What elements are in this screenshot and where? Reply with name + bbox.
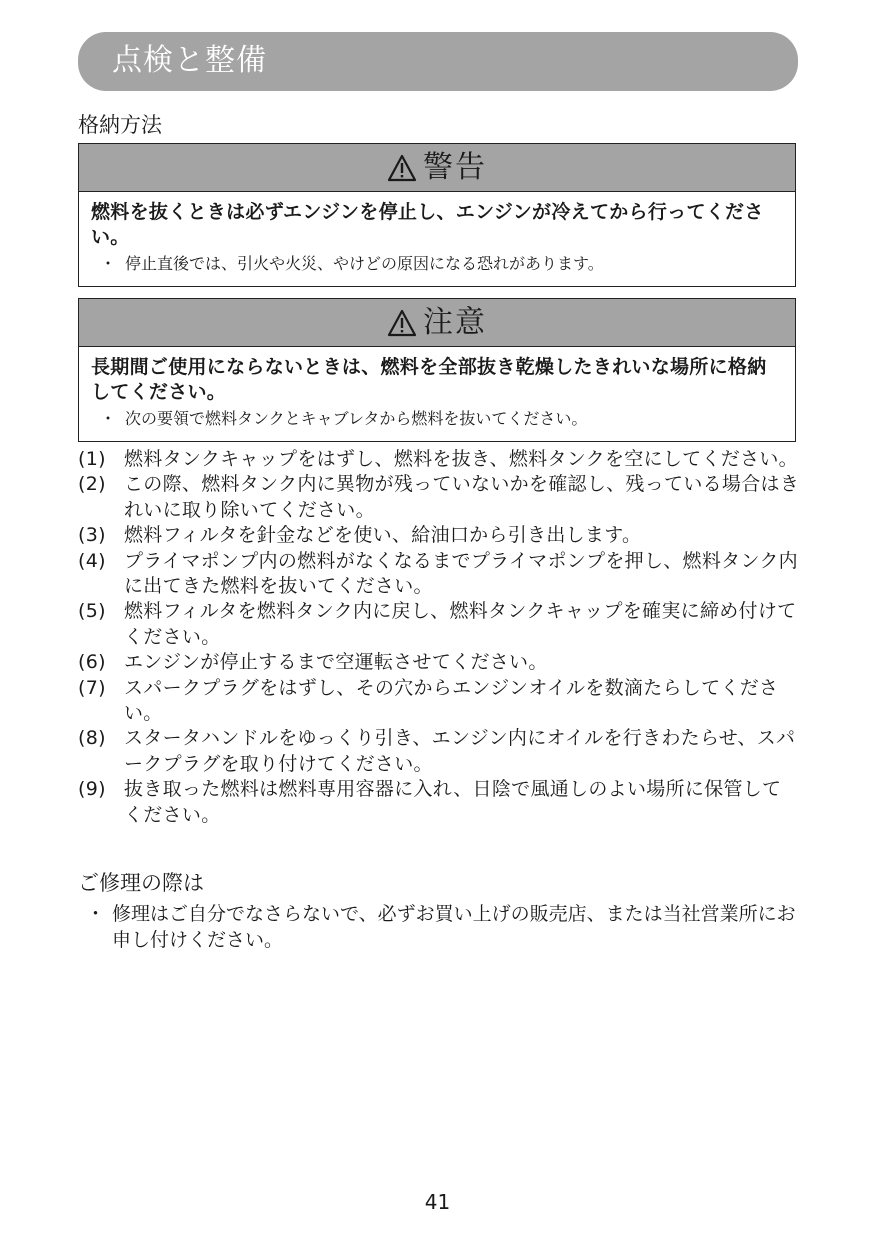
warning-body: [79, 192, 795, 283]
bullet-mark: ・: [86, 903, 106, 925]
caution-bullet: [91, 408, 783, 430]
warning-box: [78, 143, 796, 287]
repair-bullet: [78, 901, 800, 953]
list-item: [78, 523, 800, 548]
step-number: (3): [78, 524, 106, 547]
step-text: 燃料フィルタを針金などを使い、給油口から引き出します。: [124, 524, 642, 547]
warning-main-text: 燃料を抜くときは必ずエンジンを停止し、エンジンが冷えてから行ってください。: [91, 201, 764, 248]
step-number: (9): [78, 778, 106, 801]
caution-label: 注意: [423, 304, 487, 340]
step-number: (7): [78, 676, 106, 699]
list-item: [78, 472, 800, 523]
step-number: (5): [78, 600, 106, 623]
bullet-mark: ・: [99, 409, 116, 428]
list-item: [78, 549, 800, 600]
warning-header: [79, 144, 795, 192]
step-text: この際、燃料タンク内に異物が残っていないかを確認し、残っている場合はきれいに取り除いてください。: [124, 473, 800, 521]
step-text: プライマポンプ内の燃料がなくなるまでプライマポンプを押し、燃料タンク内に出てきた燃料を抜いてください。: [124, 549, 798, 598]
caution-bullet-text: 次の要領で燃料タンクとキャブレタから燃料を抜いてください。: [125, 409, 588, 428]
repair-bullet-text: 修理はご自分でなさらないで、必ずお買い上げの販売店、または当社営業所にお申し付けください。: [112, 903, 796, 951]
warning-label: 警告: [423, 149, 487, 185]
step-text: スタータハンドルをゆっくり引き、エンジン内にオイルを行きわたらせ、スパークプラグを取り付けてください。: [124, 727, 796, 775]
warning-triangle-icon: [387, 309, 417, 337]
step-number: (1): [78, 448, 106, 470]
caution-main-text: 長期間ご使用にならないときは、燃料を全部抜き乾燥したきれいな場所に格納してください。: [91, 356, 767, 403]
step-number: (8): [78, 727, 106, 750]
storage-steps-list: [78, 447, 800, 828]
warning-triangle-icon: [387, 154, 417, 182]
step-text: エンジンが停止するまで空運転させてください。: [124, 651, 548, 674]
step-number: (4): [78, 549, 106, 572]
step-text: 抜き取った燃料は燃料専用容器に入れ、日陰で風通しのよい場所に保管してください。: [124, 778, 782, 826]
list-item: [78, 650, 800, 675]
section-heading-storage: 格納方法: [78, 113, 162, 137]
list-item: [78, 599, 800, 650]
caution-header: [79, 299, 795, 347]
caution-box: [78, 298, 796, 442]
step-text: 燃料タンクキャップをはずし、燃料を抜き、燃料タンクを空にしてください。: [124, 448, 798, 470]
list-item: [78, 447, 800, 472]
chapter-title: 点検と整備: [112, 43, 267, 78]
section-heading-repair: ご修理の際は: [78, 871, 204, 895]
step-number: (2): [78, 473, 106, 496]
list-item: [78, 726, 800, 777]
chapter-header-bar: [78, 32, 798, 91]
step-number: (6): [78, 651, 106, 674]
page-number: 41: [424, 1190, 451, 1214]
step-text: 燃料フィルタを燃料タンク内に戻し、燃料タンクキャップを確実に締め付けてください。: [124, 600, 797, 648]
warning-bullet: [91, 253, 783, 275]
bullet-mark: ・: [99, 254, 116, 273]
warning-bullet-text: 停止直後では、引火や火災、やけどの原因になる恐れがあります。: [125, 254, 604, 273]
list-item: [78, 676, 800, 727]
list-item: [78, 777, 800, 828]
caution-body: [79, 347, 795, 438]
step-text: スパークプラグをはずし、その穴からエンジンオイルを数滴たらしてください。: [124, 676, 779, 725]
